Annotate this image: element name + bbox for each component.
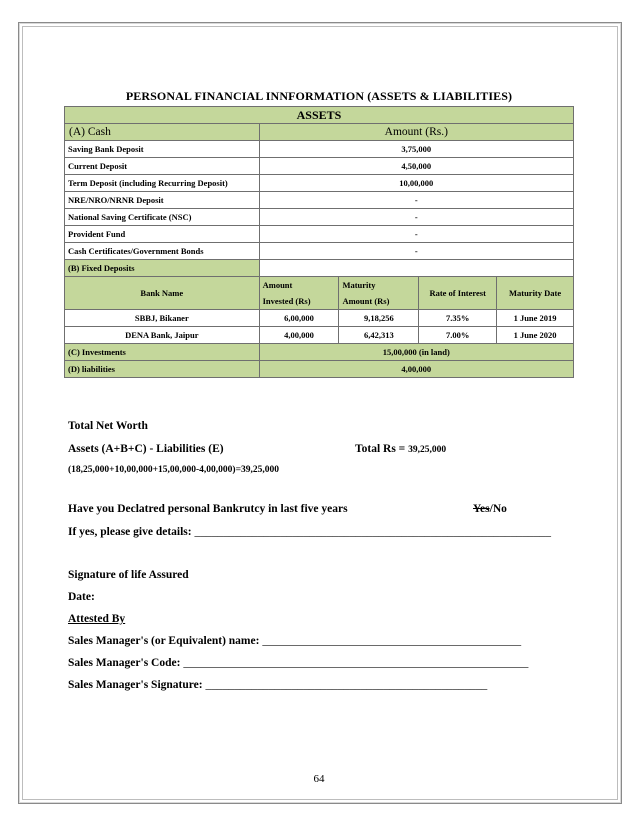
cash-row-label: Provident Fund (65, 226, 260, 243)
cash-row-label: Term Deposit (including Recurring Deposit) (65, 175, 260, 192)
cash-row-label: NRE/NRO/NRNR Deposit (65, 192, 260, 209)
cash-row-label: Saving Bank Deposit (65, 141, 260, 158)
cash-header-row (65, 124, 574, 141)
liabilities-row (65, 361, 574, 378)
fd-header-amount (259, 277, 339, 310)
table-row (65, 243, 574, 260)
investments-value: 15,00,000 (in land) (259, 344, 573, 361)
attested-by: Attested By (68, 613, 126, 625)
cash-row-label: Cash Certificates/Government Bonds (65, 243, 260, 260)
table-row (65, 209, 574, 226)
fd-rate: 7.35% (419, 310, 497, 327)
fd-header-date: Maturity Date (497, 277, 574, 310)
cash-row-value: - (259, 243, 573, 260)
net-worth-total (355, 443, 446, 455)
assets-title: ASSETS (65, 107, 574, 124)
manager-sig-label: Sales Manager's Signature: (68, 679, 206, 691)
cash-row-value: 4,50,000 (259, 158, 573, 175)
amount-header: Amount (Rs.) (259, 124, 573, 141)
table-row (65, 175, 574, 192)
cash-header: (A) Cash (65, 124, 260, 141)
investments-row (65, 344, 574, 361)
bankruptcy-answer (473, 503, 507, 515)
table-row (65, 141, 574, 158)
cash-row-label: National Saving Certificate (NSC) (65, 209, 260, 226)
fd-header-maturity-line2: Amount (Rs) (342, 296, 390, 306)
manager-sig-blank: _________________________________________________ (205, 679, 488, 691)
fd-header-amount-line2: Invested (Rs) (262, 296, 311, 306)
answer-yes: Yes (473, 503, 490, 515)
table-row (65, 327, 574, 344)
fd-header-maturity-line1: Maturity (342, 280, 376, 290)
fd-amount: 6,00,000 (259, 310, 339, 327)
cash-row-value: - (259, 192, 573, 209)
fd-bank: DENA Bank, Jaipur (65, 327, 260, 344)
assets-table (64, 106, 574, 378)
assets-title-row (65, 107, 574, 124)
fd-header-amount-line1: Amount (262, 280, 293, 290)
table-row (65, 226, 574, 243)
table-row (65, 158, 574, 175)
date-label: Date: (68, 591, 95, 603)
liabilities-label: (D) liabilities (65, 361, 260, 378)
signature-label: Signature of life Assured (68, 569, 189, 581)
manager-name (68, 635, 521, 647)
fixed-deposits-label: (B) Fixed Deposits (65, 260, 260, 277)
fd-rate: 7.00% (419, 327, 497, 344)
details-label: If yes, please give details: (68, 526, 195, 538)
fixed-deposits-empty (259, 260, 573, 277)
cash-row-label: Current Deposit (65, 158, 260, 175)
liabilities-value: 4,00,000 (259, 361, 573, 378)
net-worth-calculation: (18,25,000+10,00,000+15,00,000-4,00,000)=39,25,000 (68, 465, 279, 475)
fd-date: 1 June 2020 (497, 327, 574, 344)
fd-date: 1 June 2019 (497, 310, 574, 327)
manager-code-blank: ____________________________________________________________ (183, 657, 529, 669)
investments-label: (C) Investments (65, 344, 260, 361)
fd-amount: 4,00,000 (259, 327, 339, 344)
manager-code (68, 657, 528, 669)
fd-header-row (65, 277, 574, 310)
manager-code-label: Sales Manager's Code: (68, 657, 184, 669)
fd-header-rate: Rate of Interest (419, 277, 497, 310)
details-blank: ______________________________________________________________ (194, 526, 551, 538)
fd-header-maturity (339, 277, 419, 310)
manager-name-label: Sales Manager's (or Equivalent) name: (68, 635, 263, 647)
table-row (65, 192, 574, 209)
page-number: 64 (313, 773, 325, 785)
cash-row-value: 3,75,000 (259, 141, 573, 158)
bankruptcy-details (68, 526, 551, 538)
net-worth-formula: Assets (A+B+C) - Liabilities (E) (68, 443, 224, 455)
cash-row-value: - (259, 209, 573, 226)
fd-bank: SBBJ, Bikaner (65, 310, 260, 327)
table-row (65, 310, 574, 327)
cash-row-value: - (259, 226, 573, 243)
page-heading: PERSONAL FINANCIAL INNFORMATION (ASSETS & LIABILITIES) (125, 89, 513, 103)
manager-name-blank: _____________________________________________ (262, 635, 522, 647)
total-label: Total Rs = (355, 443, 409, 455)
fd-header-bank: Bank Name (65, 277, 260, 310)
manager-signature (68, 679, 487, 691)
total-value: 39,25,000 (408, 445, 447, 455)
net-worth-title: Total Net Worth (68, 420, 148, 432)
fd-maturity-amount: 6,42,313 (339, 327, 419, 344)
fd-maturity-amount: 9,18,256 (339, 310, 419, 327)
cash-row-value: 10,00,000 (259, 175, 573, 192)
answer-no: /No (489, 503, 507, 515)
bankruptcy-question: Have you Declatred personal Bankrutcy in last five years (68, 503, 348, 515)
fixed-deposits-row (65, 260, 574, 277)
